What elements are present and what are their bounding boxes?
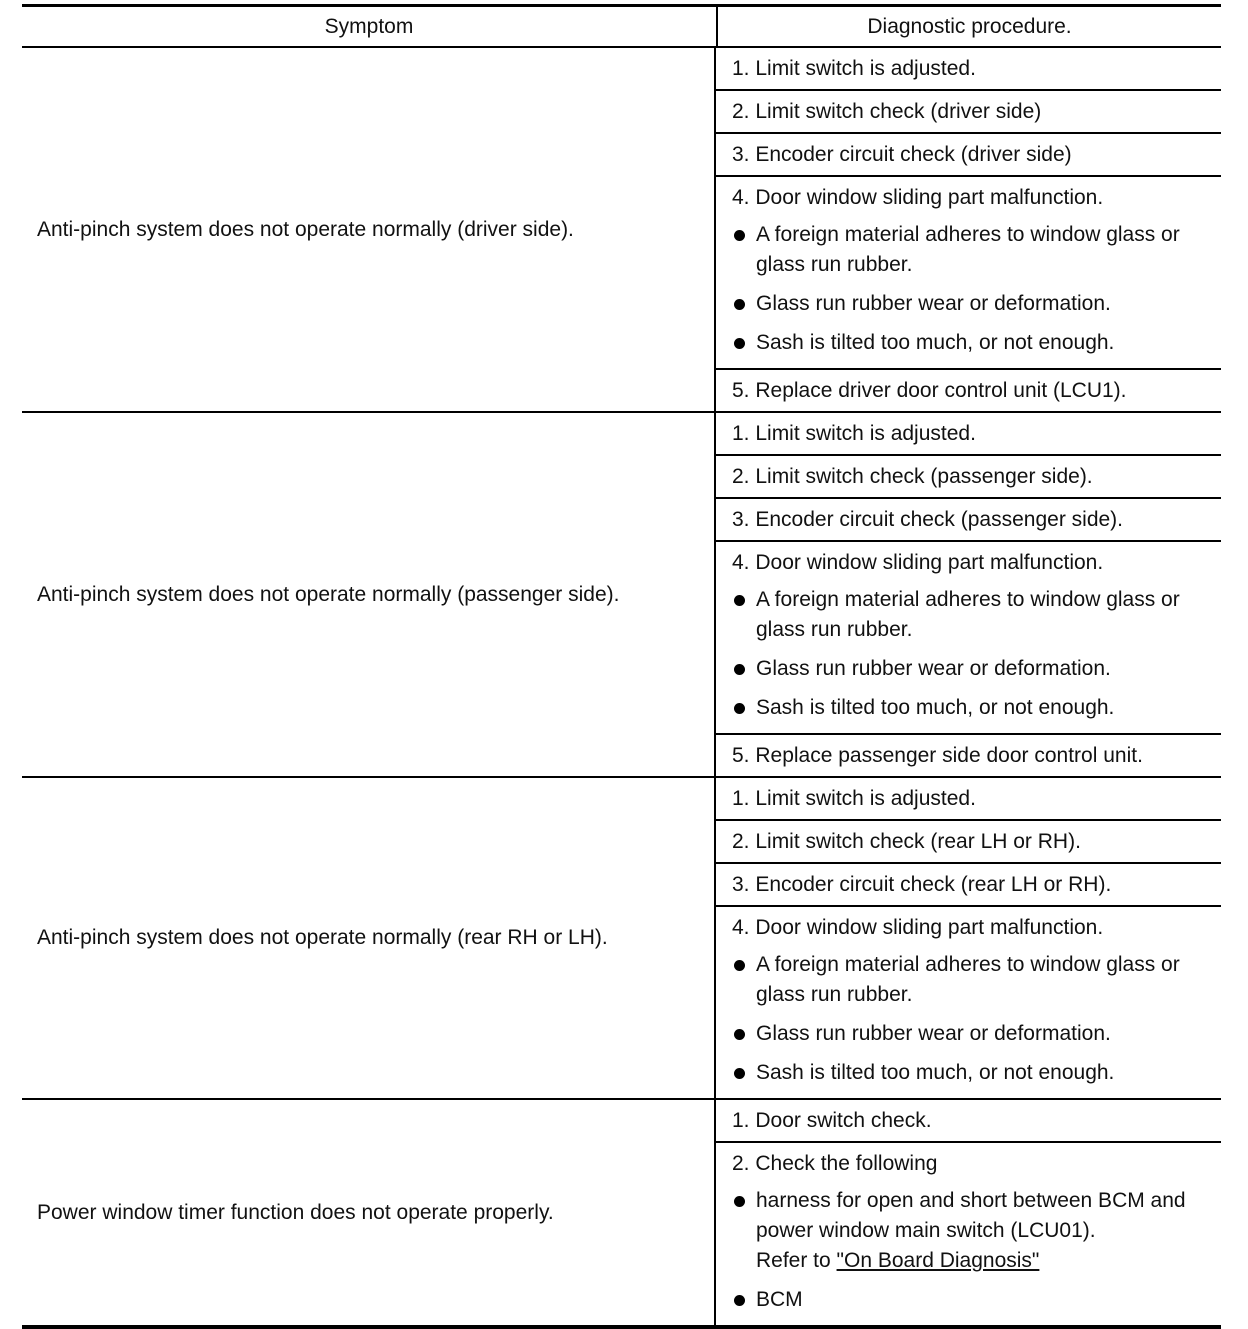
procedure-step: 4. Door window sliding part malfunction. A foreign material adheres to window glass or glass run rubber. Glass run rubber wear or deformation. Sash is tilted too much, or not enough. [716,177,1221,370]
symptom-cell: Anti-pinch system does not operate normally (driver side). [22,48,716,411]
header-symptom: Symptom [22,7,718,46]
procedure-step: 3. Encoder circuit check (passenger side). [716,499,1221,542]
procedure-step: 2. Limit switch check (passenger side). [716,456,1221,499]
bullet-item: Glass run rubber wear or deformation. [732,652,1211,691]
procedure-step: 2. Limit switch check (rear LH or RH). [716,821,1221,864]
table-row [22,1100,1221,1329]
procedure-step: 3. Encoder circuit check (driver side) [716,134,1221,177]
procedure-cell [716,413,1221,776]
table-row [22,413,1221,778]
diagnosis-table [22,4,1221,1329]
procedure-step: 3. Encoder circuit check (rear LH or RH). [716,864,1221,907]
procedure-step: 1. Door switch check. [716,1100,1221,1143]
procedure-cell [716,1100,1221,1325]
procedure-step: 1. Limit switch is adjusted. [716,413,1221,456]
bullet-item: Sash is tilted too much, or not enough. [732,1056,1211,1098]
procedure-cell [716,778,1221,1098]
table-row [22,778,1221,1100]
procedure-step: 1. Limit switch is adjusted. [716,48,1221,91]
bullet-item: A foreign material adheres to window glass or glass run rubber. [732,218,1211,287]
table-row [22,48,1221,413]
bullet-item: harness for open and short between BCM and power window main switch (LCU01). Refer to "On Board Diagnosis" [732,1184,1211,1283]
on-board-diagnosis-link[interactable]: "On Board Diagnosis" [836,1249,1040,1272]
procedure-step: 1. Limit switch is adjusted. [716,778,1221,821]
bullet-item: Sash is tilted too much, or not enough. [732,691,1211,733]
bullet-item: Glass run rubber wear or deformation. [732,1017,1211,1056]
bullet-item: Glass run rubber wear or deformation. [732,287,1211,326]
procedure-step: 5. Replace driver door control unit (LCU1). [732,379,1127,402]
bullet-item: BCM [732,1283,1211,1325]
procedure-step: 5. Replace passenger side door control unit. [732,744,1143,767]
bullet-item: A foreign material adheres to window glass or glass run rubber. [732,948,1211,1017]
procedure-step: 4. Door window sliding part malfunction. A foreign material adheres to window glass or glass run rubber. Glass run rubber wear or deformation. Sash is tilted too much, or not enough. [716,907,1221,1098]
symptom-cell: Power window timer function does not operate properly. [22,1100,716,1325]
symptom-cell: Anti-pinch system does not operate normally (rear RH or LH). [22,778,716,1098]
bullet-item: Sash is tilted too much, or not enough. [732,326,1211,368]
table-header [22,4,1221,48]
bullet-item: A foreign material adheres to window glass or glass run rubber. [732,583,1211,652]
symptom-cell: Anti-pinch system does not operate normally (passenger side). [22,413,716,776]
procedure-step: 4. Door window sliding part malfunction. A foreign material adheres to window glass or glass run rubber. Glass run rubber wear or deformation. Sash is tilted too much, or not enough. [716,542,1221,735]
procedure-cell [716,48,1221,411]
procedure-step: 2. Check the following harness for open and short between BCM and power window main switch (LCU01). Refer to "On Board Diagnosis" BCM [716,1143,1221,1325]
procedure-step: 2. Limit switch check (driver side) [716,91,1221,134]
header-diagnostic-procedure: Diagnostic procedure. [867,14,1072,38]
